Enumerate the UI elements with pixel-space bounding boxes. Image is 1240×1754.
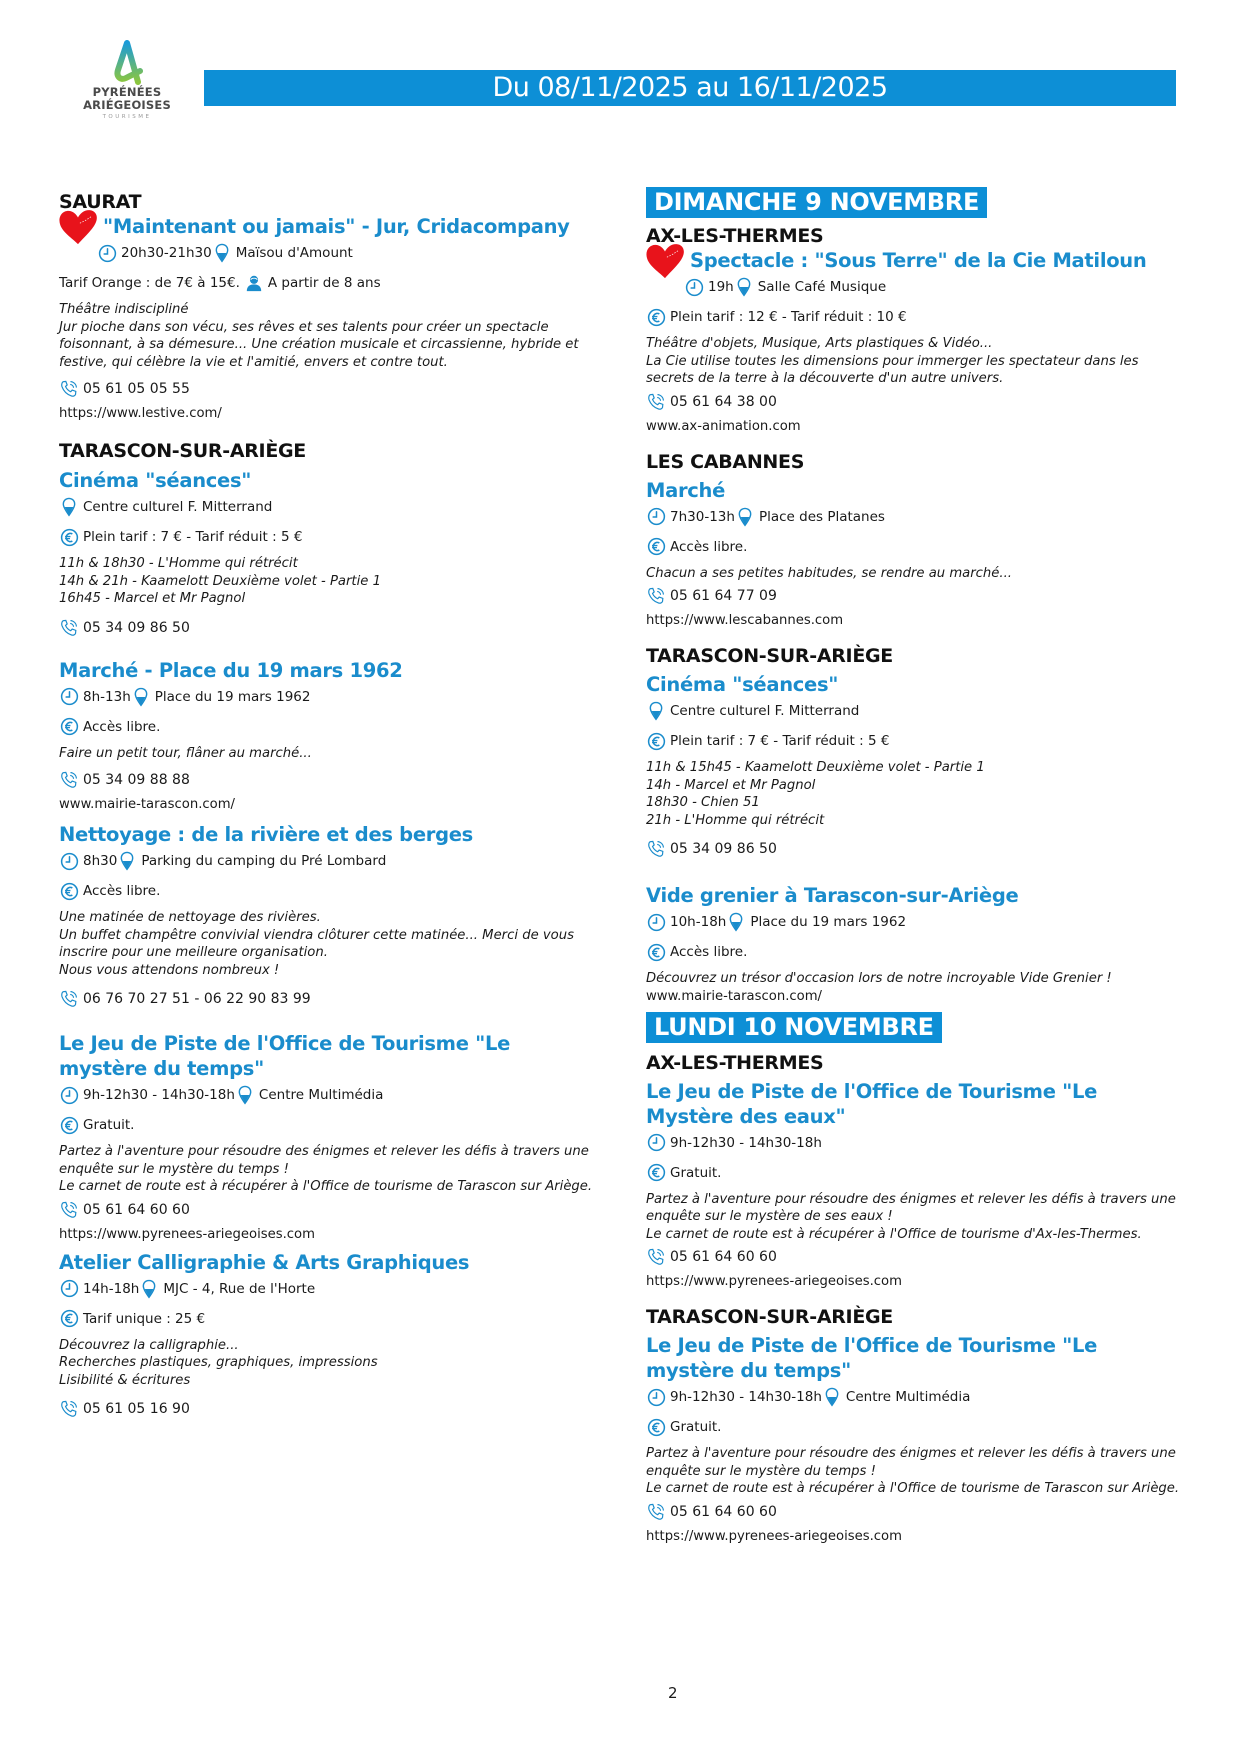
description-line: 11h & 15h45 - Kaamelott Deuxième volet - Partie 1 [646, 760, 985, 775]
event-card [646, 1079, 1186, 1292]
phone-icon [59, 770, 79, 790]
event-title: Vide grenier à Tarascon-sur-Ariège [646, 884, 1019, 907]
event-time-place [646, 507, 1186, 527]
event-time: 7h30-13h [670, 508, 735, 525]
event-price-row [646, 942, 1186, 962]
description-line: Recherches plastiques, graphiques, impressions [59, 1355, 378, 1370]
description-line: Partez à l'aventure pour résoudre des énigmes et relever les défis à travers une enquête sur le mystère du temps ! [59, 1144, 589, 1177]
phone-icon [646, 839, 666, 859]
clock-icon [97, 243, 117, 263]
location-pin-icon [822, 1387, 842, 1407]
clock-icon [646, 912, 666, 932]
event-card [646, 248, 1186, 436]
event-price: Gratuit. [83, 1117, 135, 1133]
clock-icon [59, 851, 79, 871]
phone-icon [646, 392, 666, 412]
euro-icon [646, 1163, 666, 1183]
location-pin-icon [131, 687, 151, 707]
logo-a-icon [107, 40, 147, 86]
city-heading: SAURAT [59, 191, 142, 213]
event-description [646, 759, 1186, 829]
phone-icon [59, 1399, 79, 1419]
event-age: A partir de 8 ans [267, 275, 381, 291]
euro-icon [646, 307, 666, 327]
phone-icon [59, 1200, 79, 1220]
event-url[interactable]: www.mairie-tarascon.com/ [646, 988, 822, 1004]
event-title-row [646, 248, 1186, 273]
description-line: Un buffet champêtre convivial viendra clôturer cette matinée... Merci de vous inscrire pour une meilleure organisation. [59, 927, 574, 960]
clock-icon [646, 507, 666, 527]
phone-icon [646, 1502, 666, 1522]
event-title: Atelier Calligraphie & Arts Graphiques [59, 1250, 470, 1274]
event-description [59, 909, 599, 979]
event-price: Plein tarif : 12 € - Tarif réduit : 10 € [670, 309, 907, 325]
phone-icon [646, 586, 666, 606]
event-title: Spectacle : "Sous Terre" de la Cie Matiloun [690, 249, 1147, 272]
description-line: 16h45 - Marcel et Mr Pagnol [59, 591, 246, 606]
date-range-banner: Du 08/11/2025 au 16/11/2025 [204, 70, 1176, 106]
description-line: Chacun a ses petites habitudes, se rendre au marché... [646, 565, 1012, 581]
event-time-row [646, 1133, 1186, 1153]
event-description [59, 745, 599, 763]
event-time: 9h-12h30 - 14h30-18h [670, 1134, 822, 1151]
event-time-place [59, 1279, 599, 1299]
location-pin-icon [139, 1279, 159, 1299]
heart-icon [57, 208, 99, 246]
event-description [59, 1143, 599, 1196]
event-time: 14h-18h [83, 1280, 140, 1297]
event-description [59, 555, 599, 608]
event-price-row [646, 307, 1186, 327]
event-price-row [59, 1115, 599, 1135]
event-url[interactable]: https://www.pyrenees-ariegeoises.com [646, 1528, 902, 1544]
description-line: Découvrez la calligraphie... [59, 1337, 239, 1353]
phone-icon [59, 989, 79, 1009]
event-title: Le Jeu de Piste de l'Office de Tourisme "Le Mystère des eaux" [646, 1079, 1098, 1128]
event-price: Gratuit. [670, 1419, 722, 1435]
event-description [646, 970, 1186, 988]
city-heading: AX-LES-THERMES [646, 1051, 824, 1074]
description-line: Le carnet de route est à récupérer à l'Office de tourisme de Tarascon sur Ariège. [646, 1481, 1180, 1496]
event-price: Accès libre. [83, 718, 161, 735]
city-heading: TARASCON-SUR-ARIÈGE [59, 440, 306, 462]
event-place: Centre Multimédia [258, 1087, 384, 1103]
event-description [646, 335, 1186, 388]
right-column [646, 187, 1186, 1546]
event-url[interactable]: https://www.pyrenees-ariegeoises.com [646, 1274, 902, 1289]
description-line: Théâtre indiscipliné [59, 302, 189, 317]
event-card [59, 1250, 599, 1420]
event-phone [646, 1502, 1186, 1522]
event-title: Le Jeu de Piste de l'Office de Tourisme "Le mystère du temps" [59, 1032, 511, 1080]
event-price-row [646, 1417, 1186, 1437]
event-phone [646, 392, 1186, 412]
event-title-row [59, 214, 599, 239]
event-description [646, 1445, 1186, 1498]
event-price: Accès libre. [670, 944, 748, 960]
event-time: 8h-13h [83, 688, 131, 705]
event-time-place [59, 243, 599, 263]
description-line: La Cie utilise toutes les dimensions pour immerger les spectateur dans les secrets de la terre à la découverte d'un autre univers. [646, 353, 1139, 386]
event-price: Plein tarif : 7 € - Tarif réduit : 5 € [83, 529, 303, 545]
location-pin-icon [734, 277, 754, 297]
description-line: 11h & 18h30 - L'Homme qui rétrécit [59, 556, 298, 571]
description-line: 21h - L'Homme qui rétrécit [646, 812, 825, 828]
event-place: Place du 19 mars 1962 [154, 688, 311, 705]
description-line: 14h - Marcel et Mr Pagnol [646, 777, 816, 793]
event-place: MJC - 4, Rue de l'Horte [163, 1280, 316, 1297]
phone-number[interactable]: 05 34 09 86 50 [670, 841, 777, 857]
location-pin-icon [235, 1085, 255, 1105]
event-place-row [59, 497, 599, 517]
event-price: Gratuit. [670, 1164, 722, 1181]
day-heading: LUNDI 10 NOVEMBRE [646, 1012, 942, 1043]
event-card [646, 883, 1186, 1006]
event-place: Place du 19 mars 1962 [750, 914, 907, 930]
event-time-place [59, 851, 599, 871]
euro-icon [59, 527, 79, 547]
logo-text-line3: TOURISME [102, 114, 152, 120]
event-price-row [646, 537, 1186, 557]
description-line: Nous vous attendons nombreux ! [59, 962, 280, 978]
description-line: Découvrez un trésor d'occasion lors de notre incroyable Vide Grenier ! [646, 971, 1112, 986]
description-line: Faire un petit tour, flâner au marché... [59, 745, 312, 761]
description-line: Le carnet de route est à récupérer à l'Office de tourisme d'Ax-les-Thermes. [646, 1226, 1142, 1242]
city-heading: AX-LES-THERMES [646, 225, 824, 247]
event-card [59, 214, 599, 423]
euro-icon [646, 731, 666, 751]
logo-text-line1: PYRÉNÉES [92, 85, 162, 99]
event-card [59, 468, 599, 638]
event-price-row [59, 527, 599, 547]
event-time: 10h-18h [670, 914, 727, 930]
event-time-place [646, 1387, 1186, 1407]
event-price-row [646, 1163, 1186, 1183]
euro-icon [646, 537, 666, 557]
event-phone [59, 989, 599, 1009]
clock-icon [59, 1279, 79, 1299]
clock-icon [646, 1387, 666, 1407]
event-description [59, 1337, 599, 1390]
clock-icon [59, 687, 79, 707]
person-icon [244, 273, 264, 293]
event-title: Marché - Place du 19 mars 1962 [59, 658, 403, 682]
event-phone [646, 1247, 1186, 1267]
euro-icon [59, 1115, 79, 1135]
tourism-logo [72, 40, 182, 140]
event-phone [59, 770, 599, 790]
city-heading: TARASCON-SUR-ARIÈGE [646, 645, 893, 667]
event-url[interactable]: www.mairie-tarascon.com/ [59, 797, 235, 812]
event-time: 9h-12h30 - 14h30-18h [670, 1389, 822, 1405]
event-card [646, 1333, 1186, 1546]
location-pin-icon [117, 851, 137, 871]
phone-number[interactable]: 05 34 09 86 50 [83, 619, 190, 636]
event-time-place [59, 1085, 599, 1105]
description-line: Le carnet de route est à récupérer à l'Office de tourisme de Tarascon sur Ariège. [59, 1179, 593, 1194]
event-description [59, 301, 599, 371]
event-url[interactable]: https://www.lescabannes.com [646, 613, 844, 628]
clock-icon [59, 1085, 79, 1105]
description-line: 14h & 21h - Kaamelott Deuxième volet - Partie 1 [59, 573, 381, 589]
event-card [59, 822, 599, 1009]
event-time: 19h [708, 279, 734, 295]
event-phone [59, 1200, 599, 1220]
event-place: Salle Café Musique [757, 279, 887, 295]
event-phone [646, 839, 1186, 859]
day-heading: DIMANCHE 9 NOVEMBRE [646, 187, 987, 218]
event-title: Le Jeu de Piste de l'Office de Tourisme "Le mystère du temps" [646, 1334, 1098, 1382]
event-price-age [59, 273, 599, 293]
event-title: Cinéma "séances" [646, 673, 839, 696]
phone-number[interactable]: 05 61 64 60 60 [670, 1249, 777, 1265]
phone-icon [59, 618, 79, 638]
city-heading: TARASCON-SUR-ARIÈGE [646, 1306, 893, 1328]
event-url[interactable]: https://www.lestive.com/ [59, 406, 222, 421]
event-url[interactable]: https://www.pyrenees-ariegeoises.com [59, 1226, 315, 1242]
event-price: Plein tarif : 7 € - Tarif réduit : 5 € [670, 733, 890, 749]
event-time-place [646, 277, 1186, 297]
event-place: Centre culturel F. Mitterrand [670, 703, 860, 719]
location-pin-icon [735, 507, 755, 527]
event-price-row [59, 881, 599, 901]
phone-number[interactable]: 05 61 64 38 00 [670, 393, 777, 410]
event-card [646, 672, 1186, 859]
event-place: Centre Multimédia [845, 1389, 971, 1405]
event-phone [59, 379, 599, 399]
heart-icon [644, 242, 686, 280]
event-price: Tarif unique : 25 € [83, 1310, 206, 1327]
event-url[interactable]: www.ax-animation.com [646, 418, 801, 434]
clock-icon [646, 1133, 666, 1153]
event-time-place [59, 687, 599, 707]
event-phone [646, 586, 1186, 606]
phone-number[interactable]: 05 61 64 60 60 [670, 1503, 777, 1520]
event-place: Parking du camping du Pré Lombard [141, 853, 387, 869]
event-place-row [646, 701, 1186, 721]
location-pin-icon [646, 701, 666, 721]
description-line: Jur pioche dans son vécu, ses rêves et ses talents pour créer un spectacle foisonnant, à sa démesure... Une création musicale et circassienne, hybride et festive, qui célèbre la vie et l'amitié, envers et contre tout. [59, 319, 579, 370]
event-time: 9h-12h30 - 14h30-18h [83, 1087, 235, 1103]
event-price-row [59, 1309, 599, 1329]
description-line: 18h30 - Chien 51 [646, 795, 760, 810]
event-place: Place des Platanes [758, 508, 885, 525]
event-price: Tarif Orange : de 7€ à 15€. [59, 275, 240, 291]
description-line: Partez à l'aventure pour résoudre des énigmes et relever les défis à travers une enquête sur le mystère de ses eaux ! [646, 1191, 1176, 1224]
euro-icon [59, 1309, 79, 1329]
event-time: 8h30 [83, 853, 118, 869]
euro-icon [646, 942, 666, 962]
location-pin-icon [726, 912, 746, 932]
clock-icon [684, 277, 704, 297]
event-phone [59, 1399, 599, 1419]
left-column [59, 190, 599, 1419]
page-number: 2 [668, 1684, 678, 1702]
event-time: 20h30-21h30 [121, 245, 212, 261]
description-line: Une matinée de nettoyage des rivières. [59, 910, 321, 925]
phone-number[interactable]: 05 61 64 77 09 [670, 588, 777, 604]
location-pin-icon [59, 497, 79, 517]
event-card [646, 478, 1186, 631]
event-title: Cinéma "séances" [59, 469, 252, 492]
phone-number[interactable]: 05 61 05 05 55 [83, 381, 190, 397]
event-price-row [646, 731, 1186, 751]
event-phone [59, 618, 599, 638]
event-price-row [59, 717, 599, 737]
description-line: Théâtre d'objets, Musique, Arts plastiques & Vidéo... [646, 336, 993, 351]
phone-number[interactable]: 05 61 64 60 60 [83, 1201, 190, 1218]
event-description [646, 565, 1186, 583]
euro-icon [59, 717, 79, 737]
city-heading: LES CABANNES [646, 450, 805, 473]
euro-icon [59, 881, 79, 901]
event-time-place [646, 912, 1186, 932]
event-price: Accès libre. [83, 883, 161, 899]
description-line: Lisibilité & écritures [59, 1372, 191, 1388]
location-pin-icon [212, 243, 232, 263]
event-place: Centre culturel F. Mitterrand [83, 499, 273, 515]
event-card [59, 658, 599, 815]
event-title: "Maintenant ou jamais" - Jur, Cridacompany [103, 215, 570, 238]
event-title: Nettoyage : de la rivière et des berges [59, 823, 473, 846]
logo-text-line2: ARIÉGEOISES [83, 98, 171, 112]
event-card [59, 1031, 599, 1244]
phone-icon [59, 379, 79, 399]
event-place: Maïsou d'Amount [235, 245, 353, 261]
euro-icon [646, 1417, 666, 1437]
phone-icon [646, 1247, 666, 1267]
phone-number[interactable]: 06 76 70 27 51 - 06 22 90 83 99 [83, 991, 311, 1007]
phone-number[interactable]: 05 34 09 88 88 [83, 772, 190, 788]
phone-number[interactable]: 05 61 05 16 90 [83, 1401, 190, 1417]
description-line: Partez à l'aventure pour résoudre des énigmes et relever les défis à travers une enquête sur le mystère du temps ! [646, 1446, 1176, 1479]
event-price: Accès libre. [670, 538, 748, 555]
event-title: Marché [646, 478, 726, 502]
event-description [646, 1191, 1186, 1244]
